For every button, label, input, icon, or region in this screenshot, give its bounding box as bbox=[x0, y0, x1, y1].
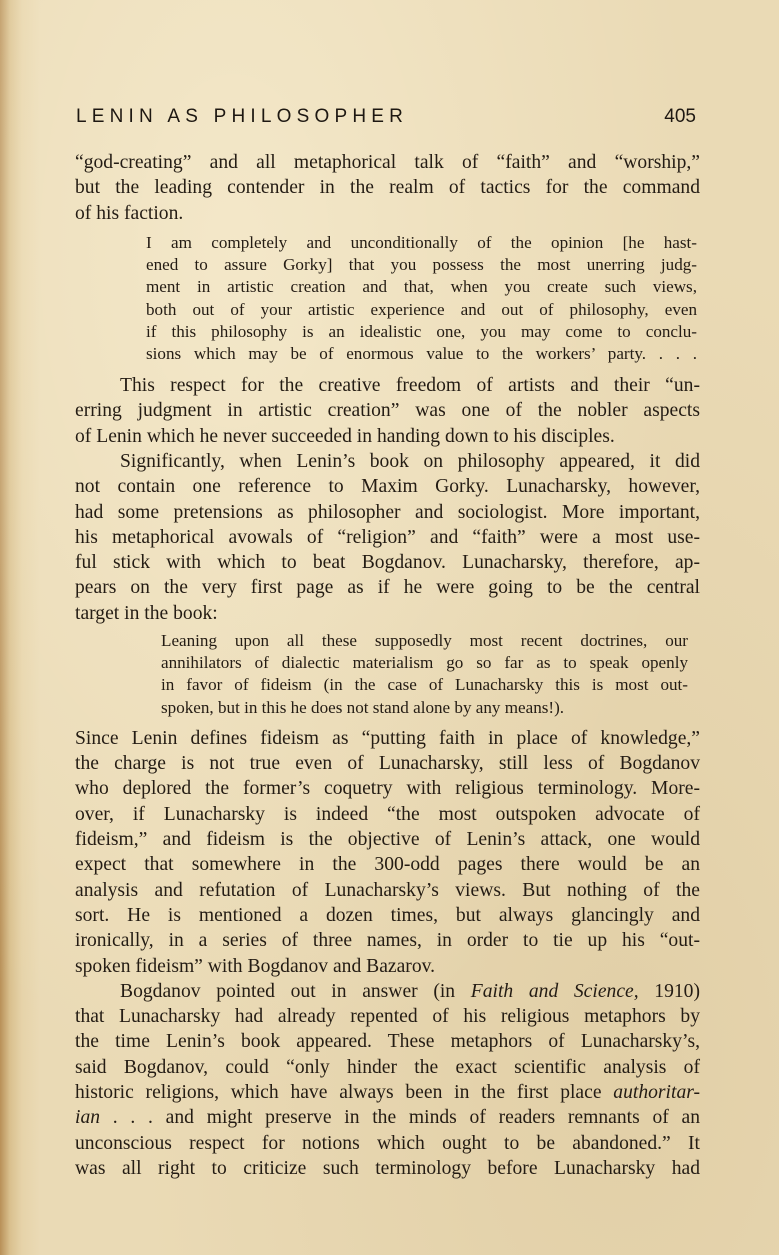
text-line: expect that somewhere in the 300-odd pages there would be an bbox=[75, 854, 700, 876]
text-line: erring judgment in artistic creation” was one of the nobler aspects bbox=[75, 400, 700, 422]
paragraph-1 bbox=[75, 150, 700, 226]
paragraph-5 bbox=[75, 979, 700, 1181]
text-line: spoken fideism” with Bogdanov and Bazarov. bbox=[75, 955, 436, 977]
paragraph-3 bbox=[75, 449, 700, 626]
text-line: sort. He is mentioned a dozen times, but always glancingly and bbox=[75, 904, 700, 926]
text-line: Significantly, when Lenin’s book on philosophy appeared, it did bbox=[120, 451, 700, 472]
page-number: 405 bbox=[664, 106, 696, 127]
text-line: of Lenin which he never succeeded in handing down to his disciples. bbox=[75, 425, 615, 447]
quote-line: if this philosophy is an idealistic one, you may come to conclu- bbox=[146, 321, 697, 341]
text-run: . . . and might preserve in the minds of readers remnants of an bbox=[100, 1107, 700, 1129]
text-line: ful stick with which to beat Bogdanov. Lunacharsky, therefore, ap- bbox=[75, 552, 700, 574]
block-quote-2 bbox=[75, 630, 700, 719]
text-line: not contain one reference to Maxim Gorky. Lunacharsky, however, bbox=[75, 476, 700, 498]
text-line: unconscious respect for notions which ought to be abandoned.” It bbox=[75, 1132, 700, 1154]
quote-line: annihilators of dialectic materialism go so far as to speak openly bbox=[161, 653, 688, 673]
paragraph-4 bbox=[75, 726, 700, 979]
text-line: pears on the very first page as if he were going to be the central bbox=[75, 577, 700, 599]
text-line: analysis and refutation of Lunacharsky’s views. But nothing of the bbox=[75, 879, 700, 901]
text-line: his metaphorical avowals of “religion” and “faith” were a most use- bbox=[75, 526, 700, 548]
text-line: “god-creating” and all metaphorical talk of “faith” and “worship,” bbox=[75, 152, 700, 173]
running-head bbox=[76, 104, 696, 134]
text-line: ironically, in a series of three names, in order to tie up his “out- bbox=[75, 930, 700, 952]
paragraph-2 bbox=[75, 373, 700, 449]
text-line: who deplored the former’s coquetry with religious terminology. More- bbox=[75, 778, 700, 800]
text-line: fideism,” and fideism is the objective of Lenin’s attack, one would bbox=[75, 829, 700, 851]
running-title: LENIN AS PHILOSOPHER bbox=[76, 106, 409, 127]
text-run: Bogdanov pointed out in answer (in bbox=[120, 980, 471, 1002]
text-line: target in the book: bbox=[75, 602, 218, 624]
text-line: the time Lenin’s book appeared. These metaphors of Lunacharsky’s, bbox=[75, 1031, 700, 1053]
quote-line: spoken, but in this he does not stand alone by any means!). bbox=[161, 697, 565, 717]
quote-line: sions which may be of enormous value to the workers’ party. . . . bbox=[146, 343, 697, 363]
text-line: had some pretensions as philosopher and sociologist. More important, bbox=[75, 501, 700, 523]
text-line: the charge is not true even of Lunacharsky, still less of Bogdanov bbox=[75, 753, 700, 775]
quote-line: in favor of fideism (in the case of Lunacharsky this is most out- bbox=[161, 675, 688, 695]
text-run: historic religions, which have always been in the first place bbox=[75, 1082, 614, 1104]
text-line: of his faction. bbox=[75, 202, 184, 224]
text-line: said Bogdanov, could “only hinder the exact scientific analysis of bbox=[75, 1056, 700, 1078]
text-line: over, if Lunacharsky is indeed “the most outspoken advocate of bbox=[75, 803, 700, 825]
block-quote-1 bbox=[75, 232, 700, 365]
quote-line: I am completely and unconditionally of the opinion [he hast- bbox=[146, 232, 697, 252]
page-body bbox=[75, 150, 700, 1181]
quote-line: both out of your artistic experience and out of philosophy, even bbox=[146, 299, 697, 319]
text-line: Since Lenin defines fideism as “putting faith in place of knowledge,” bbox=[75, 727, 700, 749]
quote-line: Leaning upon all these supposedly most recent doctrines, our bbox=[161, 631, 688, 651]
text-line: but the leading contender in the realm of tactics for the command bbox=[75, 177, 700, 199]
quote-line: ment in artistic creation and that, when you create such views, bbox=[146, 277, 697, 297]
emphasis-italic: authoritar- bbox=[613, 1082, 700, 1104]
text-run: 1910) bbox=[638, 980, 700, 1002]
text-line: that Lunacharsky had already repented of his religious metaphors by bbox=[75, 1006, 700, 1028]
text-line: was all right to criticize such terminology before Lunacharsky had bbox=[75, 1157, 700, 1179]
text-line bbox=[75, 1105, 700, 1130]
book-title-italic: Faith and Science, bbox=[470, 980, 639, 1002]
text-line bbox=[75, 979, 700, 1004]
text-line bbox=[75, 1080, 700, 1105]
emphasis-italic: ian bbox=[75, 1107, 101, 1129]
text-line: This respect for the creative freedom of artists and their “un- bbox=[120, 375, 700, 397]
quote-line: ened to assure Gorky] that you possess the most unerring judg- bbox=[146, 255, 697, 275]
